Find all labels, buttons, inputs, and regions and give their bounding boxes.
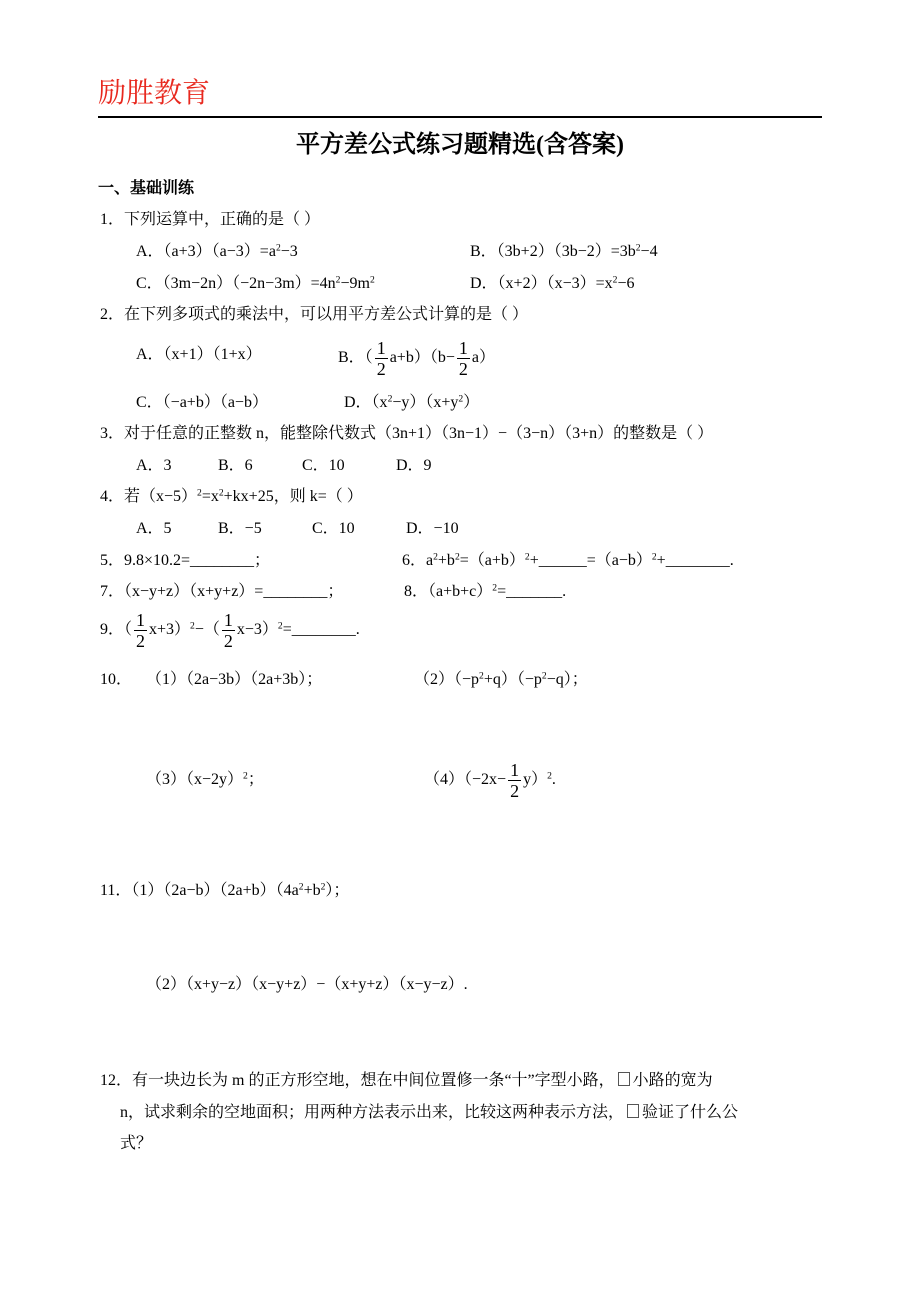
q3-option-c: C．10 — [302, 457, 345, 474]
fraction: $\frac{1}{2}$ — [376, 337, 386, 379]
q10-part4: （4）（−2x− $\frac{1}{2}$ y）$^2$. — [424, 759, 556, 801]
q7: 7．（x−y+z）（x+y+z）=________； — [100, 583, 344, 600]
q10-part1: （1）（2a−3b）（2a+3b）； — [146, 671, 323, 688]
q12-line1: 12．有一块边长为 m 的正方形空地，想在中间位置修一条“十”字型小路， 小路的宽为 — [100, 1072, 713, 1089]
placeholder-box-icon — [627, 1104, 639, 1118]
q4-stem: 4．若$(x-5)^2=x^2+kx+25$，则 k=（ ） — [100, 487, 363, 505]
q10-part2: $(2)(-p^2+q)(-p^2-q)$； — [414, 670, 588, 688]
q2-option-b: B．（ $\frac{1}{2}$ a+b）（b− $\frac{1}{2}$ a） — [338, 337, 495, 379]
q2-stem: 2．在下列多项式的乘法中，可以用平方差公式计算的是（ ） — [100, 306, 529, 323]
q3-option-d: D．9 — [396, 457, 432, 474]
q4-option-a: A．5 — [136, 520, 172, 537]
q1-option-c: C．$(3m-2n)(-2n-3m)=4n^2-9m^2$ — [136, 274, 375, 292]
q8: 8．$(a+b+c)^2=\_\_\_\_\_\_\_$. — [404, 582, 567, 600]
brand-logo-text: 励胜教育 — [98, 78, 211, 109]
q2-option-d: D．$(x^2-y)(x+y^2)$ — [344, 393, 480, 411]
q12-line2: n，试求剩余的空地面积；用两种方法表示出来，比较这两种表示方法， 验证了什么公 — [120, 1104, 739, 1121]
q1-option-d: D．$(x+2)(x-3)=x^2-6$ — [470, 274, 635, 292]
q1-option-b: B．$(3b+2)(3b-2)=3b^2-4$ — [470, 242, 658, 260]
page-title: 平方差公式练习题精选(含答案) — [296, 132, 624, 158]
q2-option-c: C．（−a+b）（a−b） — [136, 394, 268, 411]
fraction: $\frac{1}{2}$ — [458, 337, 468, 379]
q2-option-a: A．（x+1）（1+x） — [136, 346, 262, 363]
q3-option-a: A．3 — [136, 457, 172, 474]
placeholder-box-icon — [618, 1072, 630, 1086]
q10-part3: $(3)(x-2y)^2$； — [146, 770, 264, 788]
q1-stem: 1．下列运算中，正确的是（ ） — [100, 211, 321, 228]
q3-option-b: B．6 — [218, 457, 253, 474]
section-heading: 一、基础训练 — [98, 180, 195, 197]
header-divider — [98, 116, 822, 118]
q11-part2: （2）（x+y−z）（x−y+z）−（x+y+z）（x−y−z）. — [146, 976, 468, 993]
fraction: $\frac{1}{2}$ — [510, 759, 520, 801]
q3-stem: 3．对于任意的正整数 n，能整除代数式（3n+1）（3n−1）−（3−n）（3+n）的整数是（ ） — [100, 425, 714, 442]
q5: 5．9.8×10.2=________； — [100, 552, 271, 569]
q4-option-d: D．−10 — [406, 520, 459, 537]
q9: 9．（ $\frac{1}{2}$ x+3）$^2$−（ $\frac{1}{2}$ x−3）$^2$=________. — [100, 609, 360, 651]
fraction: $\frac{1}{2}$ — [136, 609, 146, 651]
q11-part1: 11．$(1)(2a-b)(2a+b)(4a^2+b^2)$； — [100, 881, 350, 899]
q4-option-b: B．−5 — [218, 520, 262, 537]
q12-line3: 式？ — [120, 1135, 153, 1152]
q6: 6．$a^2+b^2=(a+b)^2+\_\_\_\_\_\_=(a-b)^2+\_\_\_\_\_\_\_\_$. — [402, 551, 734, 569]
q1-option-a: A．$(a+3)(a-3)=a^2-3$ — [136, 242, 298, 260]
fraction: $\frac{1}{2}$ — [223, 609, 233, 651]
q10-number: 10． — [100, 671, 133, 688]
q4-option-c: C．10 — [312, 520, 355, 537]
